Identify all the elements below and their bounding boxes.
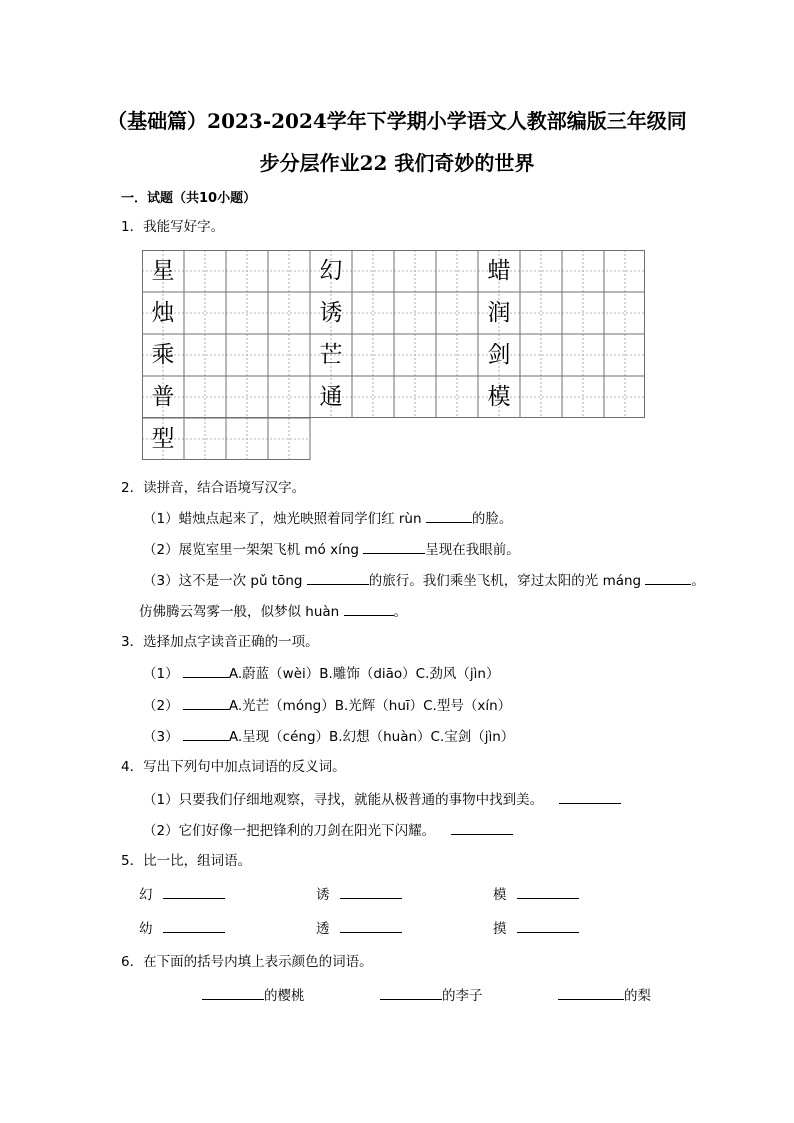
q2-s4-text-a: 仿佛腾云驾雾一般，似梦似 huàn (139, 604, 340, 620)
q6-item-text: 的梨 (624, 988, 651, 1004)
q1-prompt: 1．我能写好字。 (121, 219, 225, 235)
q3-prompt: 3．选择加点字读音正确的一项。 (121, 634, 319, 650)
grid-char: 诱 (319, 300, 343, 326)
q5-row-2-col-1 (139, 918, 225, 939)
q3-item-options: A.光芒（móng）B.光辉（huī）C.型号（xín） (228, 698, 512, 714)
grid-char: 蜡 (487, 258, 511, 284)
q2-s3-text-a: （3）这不是一次 pǔ tōng (143, 573, 303, 589)
q5-char: 幼 (139, 921, 153, 937)
q3-item-options: A.蔚蓝（wèi）B.雕饰（diāo）C.劲风（jìn） (228, 666, 500, 682)
q4-prompt: 4．写出下列句中加点词语的反义词。 (121, 759, 346, 775)
q4-s2-text: （2）它们好像一把把锋利的刀剑在阳光下闪耀。 (143, 823, 436, 839)
q3-item-options: A.呈现（céng）B.幻想（huàn）C.宝剑（jìn） (228, 729, 515, 745)
answer-blank[interactable] (451, 820, 513, 835)
answer-blank[interactable] (163, 884, 225, 899)
answer-blank[interactable] (183, 695, 229, 710)
q6-item-2 (380, 985, 483, 1006)
q2-s4-text-b: 。 (393, 604, 408, 620)
q3-item-number: （3） (143, 729, 179, 745)
q2-s2-text-b: 呈现在我眼前。 (425, 542, 520, 558)
answer-blank[interactable] (340, 884, 402, 899)
answer-blank[interactable] (163, 918, 225, 933)
q5-row-1-col-3 (493, 884, 579, 905)
grid-char: 幻 (319, 258, 343, 284)
answer-blank[interactable] (426, 508, 472, 523)
grid-char: 润 (487, 300, 511, 326)
q6-item-text: 的樱桃 (264, 988, 305, 1004)
answer-blank[interactable] (517, 884, 579, 899)
q3-item-number: （1） (143, 666, 179, 682)
q4-sentence-2 (143, 820, 513, 841)
q5-row-2-col-2 (316, 918, 402, 939)
grid-char: 星 (151, 258, 175, 284)
q3-item-1 (143, 663, 499, 684)
q5-row-1-col-2 (316, 884, 402, 905)
q2-s1-text-a: （1）蜡烛点起来了，烛光映照着同学们红 rùn (143, 511, 422, 527)
writing-grid (142, 250, 645, 460)
q2-prompt: 2．读拼音，结合语境写汉字。 (121, 480, 306, 496)
answer-blank[interactable] (645, 570, 691, 585)
grid-char: 型 (151, 426, 175, 452)
q5-char: 幻 (139, 887, 153, 903)
q6-item-text: 的李子 (442, 988, 483, 1004)
answer-blank[interactable] (202, 985, 264, 1000)
q5-prompt: 5．比一比，组词语。 (121, 853, 252, 869)
q5-char: 诱 (316, 887, 330, 903)
q5-char: 模 (493, 887, 507, 903)
answer-blank[interactable] (340, 918, 402, 933)
q4-sentence-1 (143, 789, 621, 810)
answer-blank[interactable] (558, 985, 624, 1000)
answer-blank[interactable] (344, 601, 394, 616)
answer-blank[interactable] (307, 570, 369, 585)
section-heading: 一．试题（共10小题） (121, 191, 257, 206)
q6-prompt: 6．在下面的括号内填上表示颜色的词语。 (121, 954, 373, 970)
tian-grid-lines (142, 250, 645, 460)
q2-s1-text-b: 的脸。 (471, 511, 513, 527)
q2-sentence-4 (139, 601, 407, 622)
q5-char: 摸 (493, 921, 507, 937)
q2-sentence-2 (143, 539, 520, 560)
grid-char: 芒 (319, 342, 343, 368)
q2-s3-text-c: 。 (691, 573, 705, 589)
worksheet-title-line-2: 步分层作业22 我们奇妙的世界 (259, 151, 535, 175)
grid-char: 剑 (487, 342, 511, 368)
q3-item-2 (143, 695, 511, 716)
q5-row-2-col-3 (493, 918, 579, 939)
answer-blank[interactable] (380, 985, 442, 1000)
worksheet-title-line-1: （基础篇）2023-2024学年下学期小学语文人教部编版三年级同 (107, 109, 687, 133)
q2-s3-text-b: 的旅行。我们乘坐飞机，穿过太阳的光 máng (368, 573, 642, 589)
q6-item-3 (558, 985, 651, 1006)
grid-char: 通 (319, 384, 343, 410)
answer-blank[interactable] (363, 539, 425, 554)
q5-row-1-col-1 (139, 884, 225, 905)
q2-sentence-1 (143, 508, 512, 529)
q5-char: 透 (316, 921, 330, 937)
grid-char: 普 (151, 384, 175, 410)
answer-blank[interactable] (559, 789, 621, 804)
q2-sentence-3 (143, 570, 705, 591)
q6-item-1 (202, 985, 305, 1006)
answer-blank[interactable] (517, 918, 579, 933)
grid-char: 烛 (151, 300, 175, 326)
q3-item-number: （2） (143, 698, 179, 714)
grid-char: 乘 (151, 342, 175, 368)
grid-char: 模 (487, 384, 511, 410)
q3-item-3 (143, 726, 514, 747)
answer-blank[interactable] (183, 663, 229, 678)
answer-blank[interactable] (183, 726, 229, 741)
q2-s2-text-a: （2）展览室里一架架飞机 mó xíng (143, 542, 359, 558)
q4-s1-text: （1）只要我们仔细地观察，寻找，就能从极普通的事物中找到美。 (143, 792, 544, 808)
